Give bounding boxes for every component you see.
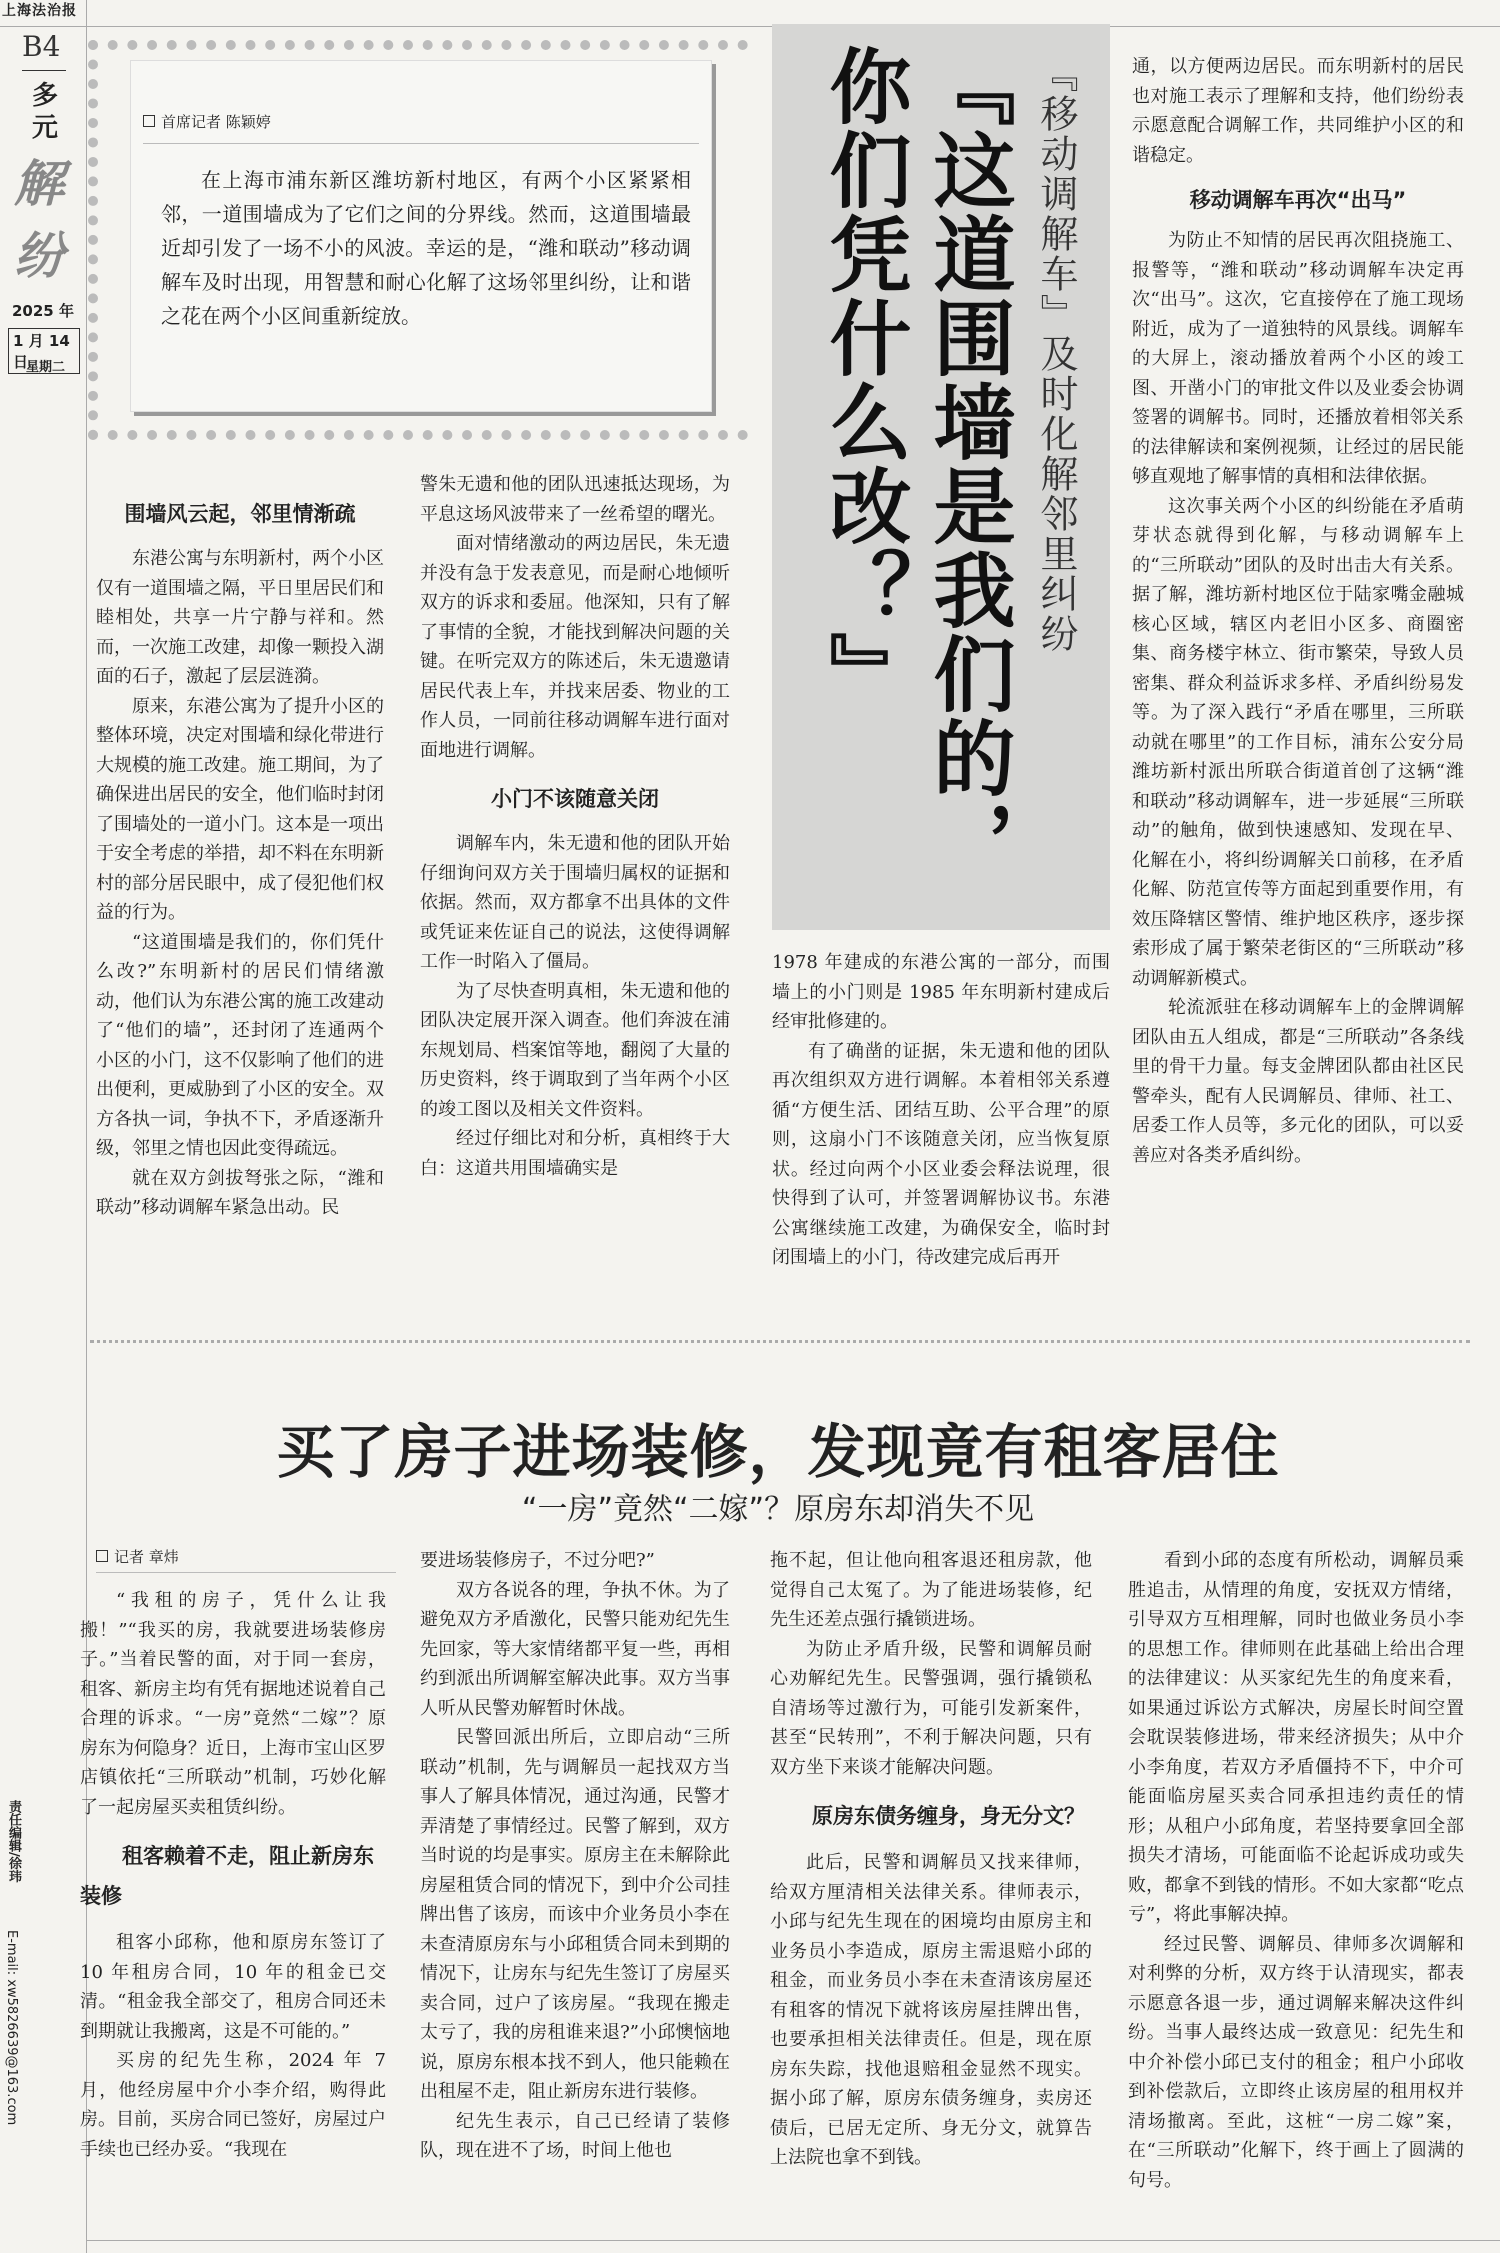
section-name: 多元	[32, 81, 59, 143]
lead-paragraph: 在上海市浦东新区潍坊新村地区，有两个小区紧紧相邻，一道围墙成为了它们之间的分界线。然而，这道围墙最近却引发了一场不小的风波。幸运的是，“潍和联动”移动调解车及时出现，用智慧和耐心化解了这场邻里纠纷，让和谐之花在两个小区间重新绽放。	[161, 168, 691, 328]
date-year: 2025 年	[12, 302, 74, 320]
paragraph: 原来，东港公寓为了提升小区的整体环境，决定对围墙和绿化带进行大规模的施工改建。施工期间，为了确保进出居民的安全，他们临时封闭了围墙处的一道小门。这本是一项出于安全考虑的举措，却不料在东明新村的部分居民眼中，成了侵犯他们权益的行为。	[96, 695, 384, 923]
editor-credit: 责任编辑/徐玮	[6, 1800, 21, 1883]
paragraph: 民警回派出所后，立即启动“三所联动”机制，先与调解员一起找双方当事人了解具体情况，通过沟通，民警才弄清楚了事情经过。民警了解到，双方当时说的均是事实。原房主在未解除此房屋租赁合同的情况下，到中介公司挂牌出售了该房，而该中介业务员小李在未查清原房东与小邱租赁合同未到期的情况下，让房东与纪先生签订了房屋买卖合同，过户了该房屋。“我现在搬走太亏了，我的房租谁来退?”小邱懊恼地说，原房东根本找不到人，他只能赖在出租屋不走，阻止新房东进行装修。	[420, 1727, 730, 2102]
date-day: 1 月 14 日	[8, 328, 80, 374]
story2-col3	[770, 1546, 1092, 2173]
story1-col4	[1132, 52, 1464, 1170]
paragraph: 通，以方便两边居民。而东明新村的居民也对施工表示了理解和支持，他们纷纷表示愿意配合调解工作，共同维护小区的和谐稳定。	[1132, 56, 1464, 166]
weekday: 星期二	[26, 360, 66, 375]
subhead-mobile-car: 移动调解车再次“出马”	[1189, 188, 1407, 212]
paragraph: 双方各说各的理，争执不休。为了避免双方矛盾激化，民警只能劝纪先生先回家，等大家情绪都平复一些，再相约到派出所调解室解决此事。双方当事人听从民警劝解暂时休战。	[420, 1579, 730, 1719]
story1-col3	[772, 948, 1110, 1273]
paragraph: 经过仔细比对和分析，真相终于大白：这道共用围墙确实是	[420, 1128, 730, 1179]
bottom-rule	[86, 2240, 1500, 2241]
story2-col1	[80, 1586, 386, 2164]
editor-email: E-mail: xw5826639@163.com	[4, 1930, 19, 2126]
paragraph: 买房的纪先生称，2024 年 7 月，他经房屋中介小李介绍，购得此房。目前，买房合同已签好，房屋过户手续也已经办妥。“我现在	[80, 2050, 386, 2160]
byline-story1: 首席记者 陈颖婷	[161, 113, 271, 131]
paragraph: 看到小邱的态度有所松动，调解员乘胜追击，从情理的角度，安抚双方情绪，引导双方互相理解，同时也做业务员小李的思想工作。律师则在此基础上给出合理的法律建议：从买家纪先生的角度来看，如果通过诉讼方式解决，房屋长时间空置会耽误装修进场，带来经济损失；从中介小李角度，若双方矛盾僵持不下，中介可能面临房屋买卖合同承担违约责任的情形；从租户小邱角度，若坚持要拿回全部损失才清场，可能面临不论起诉成功或失败，都拿不到钱的情形。不如大家都“吃点亏”，将此事解决掉。	[1128, 1550, 1464, 1925]
lead-box	[130, 60, 712, 412]
story2-col2	[420, 1546, 730, 2166]
paper-name: 上海法治报	[2, 3, 77, 19]
story1-col1	[96, 490, 384, 1223]
paragraph: 此后，民警和调解员又找来律师，给双方厘清相关法律关系。律师表示，小邱与纪先生现在的困境均由原房主和业务员小李造成，原房主需退赔小邱的租金，而业务员小李在未查清该房屋还有租客的情况下就将该房屋挂牌出售，也要承担相关法律责任。但是，现在原房东失踪，找他退赔租金显然不现实。据小邱了解，原房东债务缠身，卖房还债后，已居无定所、身无分文，就算告上法院也拿不到钱。	[770, 1852, 1092, 2168]
paragraph: 面对情绪激动的两边居民，朱无遗并没有急于发表意见，而是耐心地倾听双方的诉求和委屈。他深知，只有了解了事情的全貌，才能找到解决问题的关键。在听完双方的陈述后，朱无遗邀请居民代表上车，并找来居委、物业的工作人员，一同前往移动调解车进行面对面地进行调解。	[420, 533, 730, 761]
paragraph: 1978 年建成的东港公寓的一部分，而围墙上的小门则是 1985 年东明新村建成后经审批修建的。	[772, 952, 1110, 1032]
subhead-gate: 小门不该随意关闭	[491, 787, 659, 811]
paragraph: 租客小邱称，他和原房东签订了 10 年租房合同，10 年的租金已交清。“租金我全部交了，租房合同还未到期就让我搬离，这是不可能的。”	[80, 1932, 386, 2042]
page-number: B4	[22, 30, 61, 63]
top-rule	[0, 26, 1500, 27]
subhead-landlord: 原房东债务缠身，身无分文？	[812, 1804, 1085, 1828]
byline-story2: 记者 章炜	[114, 1548, 179, 1566]
masthead-divider	[22, 70, 66, 71]
paragraph: 为了尽快查明真相，朱无遗和他的团队决定展开深入调查。他们奔波在浦东规划局、档案馆等地，翻阅了大量的历史资料，终于调取到了当年两个小区的竣工图以及相关文件资料。	[420, 980, 730, 1120]
paragraph: 这次事关两个小区的纠纷能在矛盾萌芽状态就得到化解，与移动调解车上的“三所联动”团队的及时出击大有关系。据了解，潍坊新村地区位于陆家嘴金融城核心区域，辖区内老旧小区多、商圈密集、商务楼宇林立、街市繁荣，导致人员密集、群众利益诉求多样、矛盾纠纷易发等。为了深入践行“矛盾在哪里，三所联动就在哪里”的工作目标，浦东公安分局潍坊新村派出所联合街道首创了这辆“潍和联动”移动调解车，进一步延展“三所联动”的触角，做到快速感知、发现在早、化解在小，将纠纷调解关口前移，在矛盾化解、防范宣传等方面起到重要作用，有效压降辖区警情、维护地区秩序，逐步探索形成了属于繁荣老街区的“三所联动”移动调解新模式。	[1132, 495, 1464, 989]
subhead-wall: 围墙风云起，邻里情渐疏	[124, 502, 356, 526]
paragraph: “这道围墙是我们的，你们凭什么改?”东明新村的居民们情绪激动，他们认为东港公寓的施工改建动了“他们的墙”，还封闭了连通两个小区的小门，这不仅影响了他们的进出便利，更威胁到了小区的安全。双方各执一词，争执不下，矛盾逐渐升级，邻里之情也因此变得疏远。	[96, 931, 384, 1159]
byline-box-icon	[143, 115, 155, 127]
paragraph: 就在双方剑拔弩张之际，“潍和联动”移动调解车紧急出动。民	[96, 1167, 384, 1218]
section-brush: 解纷	[14, 154, 64, 285]
paragraph: 轮流派驻在移动调解车上的金牌调解团队由五人组成，都是“三所联动”各条线里的骨干力量。每支金牌团队都由社区民警牵头，配有人民调解员、律师、社工、居委工作人员等，多元化的团队，可以妥善应对各类矛盾纠纷。	[1132, 997, 1464, 1166]
story1-col2	[420, 470, 730, 1183]
paragraph: 为防止不知情的居民再次阻挠施工、报警等，“潍和联动”移动调解车决定再次“出马”。这次，它直接停在了施工现场附近，成为了一道独特的风景线。调解车的大屏上，滚动播放着两个小区的竣工图、开凿小门的审批文件以及业委会协调签署的调解书。同时，还播放着相邻关系的法律解读和案例视频，让经过的居民能够直观地了解事情的真相和法律依据。	[1132, 230, 1464, 487]
paragraph: 有了确凿的证据，朱无遗和他的团队再次组织双方进行调解。本着相邻关系遵循“方便生活、团结互助、公平合理”的原则，这扇小门不该随意关闭，应当恢复原状。经过向两个小区业委会释法说理，很快得到了认可，并签署调解协议书。东港公寓继续施工改建，为确保安全，临时封闭围墙上的小门，待改建完成后再开	[772, 1040, 1110, 1268]
paragraph: 经过民警、调解员、律师多次调解和对利弊的分析，双方终于认清现实，都表示愿意各退一步，通过调解来解决这件纠纷。当事人最终达成一致意见：纪先生和中介补偿小邱已支付的租金；租户小邱收到补偿款后，立即终止该房屋的租用权并清场撤离。至此，这桩“一房二嫁”案，在“三所联动”化解下，终于画上了圆满的句号。	[1128, 1933, 1464, 2191]
paragraph: 东港公寓与东明新村，两个小区仅有一道围墙之隔，平日里居民们和睦相处，共享一片宁静与祥和。然而，一次施工改建，却像一颗投入湖面的石子，激起了层层涟漪。	[96, 548, 384, 687]
headline-block	[772, 24, 1110, 930]
paragraph: 纪先生表示，自己已经请了装修队，现在进不了场，时间上他也	[420, 2110, 730, 2161]
byline-divider	[96, 1572, 396, 1573]
left-strip	[0, 0, 80, 2253]
byline-box-icon	[96, 1550, 108, 1562]
story-separator	[90, 1340, 1470, 1343]
paragraph: 调解车内，朱无遗和他的团队开始仔细询问双方关于围墙归属权的证据和依据。然而，双方都拿不出具体的文件或凭证来佐证自己的说法，这使得调解工作一时陷入了僵局。	[420, 833, 730, 972]
lead-divider	[143, 143, 699, 144]
subtitle-story2: “一房”竟然“二嫁”？原房东却消失不见	[521, 1492, 1035, 1527]
subhead-tenant: 租客赖着不走，阻止新房东装修	[80, 1844, 374, 1908]
paragraph: 拖不起，但让他向租客退还租房款，他觉得自己太冤了。为了能进场装修，纪先生还差点强行撬锁进场。	[770, 1550, 1092, 1630]
story2-col4	[1128, 1546, 1464, 2195]
headline-story2: 买了房子进场装修，发现竟有租客居住	[276, 1418, 1280, 1486]
paragraph: 警朱无遗和他的团队迅速抵达现场，为平息这场风波带来了一丝希望的曙光。	[420, 474, 730, 525]
paragraph: 要进场装修房子，不过分吧?”	[420, 1550, 655, 1571]
headline-story1: 『这道围墙是我们的，你们凭什么改？』	[816, 44, 1016, 884]
kicker: 『移动调解车』及时化解邻里纠纷	[1034, 54, 1078, 654]
paragraph: “我租的房子，凭什么让我搬！”“我买的房，我就要进场装修房子。”当着民警的面，对于同一套房，租客、新房主均有凭有据地述说着自己合理的诉求。“一房”竟然“二嫁”？原房东为何隐身？近日，上海市宝山区罗店镇依托“三所联动”机制，巧妙化解了一起房屋买卖租赁纠纷。	[80, 1590, 386, 1818]
paragraph: 为防止矛盾升级，民警和调解员耐心劝解纪先生。民警强调，强行撬锁私自清场等过激行为，可能引发新案件，甚至“民转刑”，不利于解决问题，只有双方坐下来谈才能解决问题。	[770, 1638, 1092, 1778]
